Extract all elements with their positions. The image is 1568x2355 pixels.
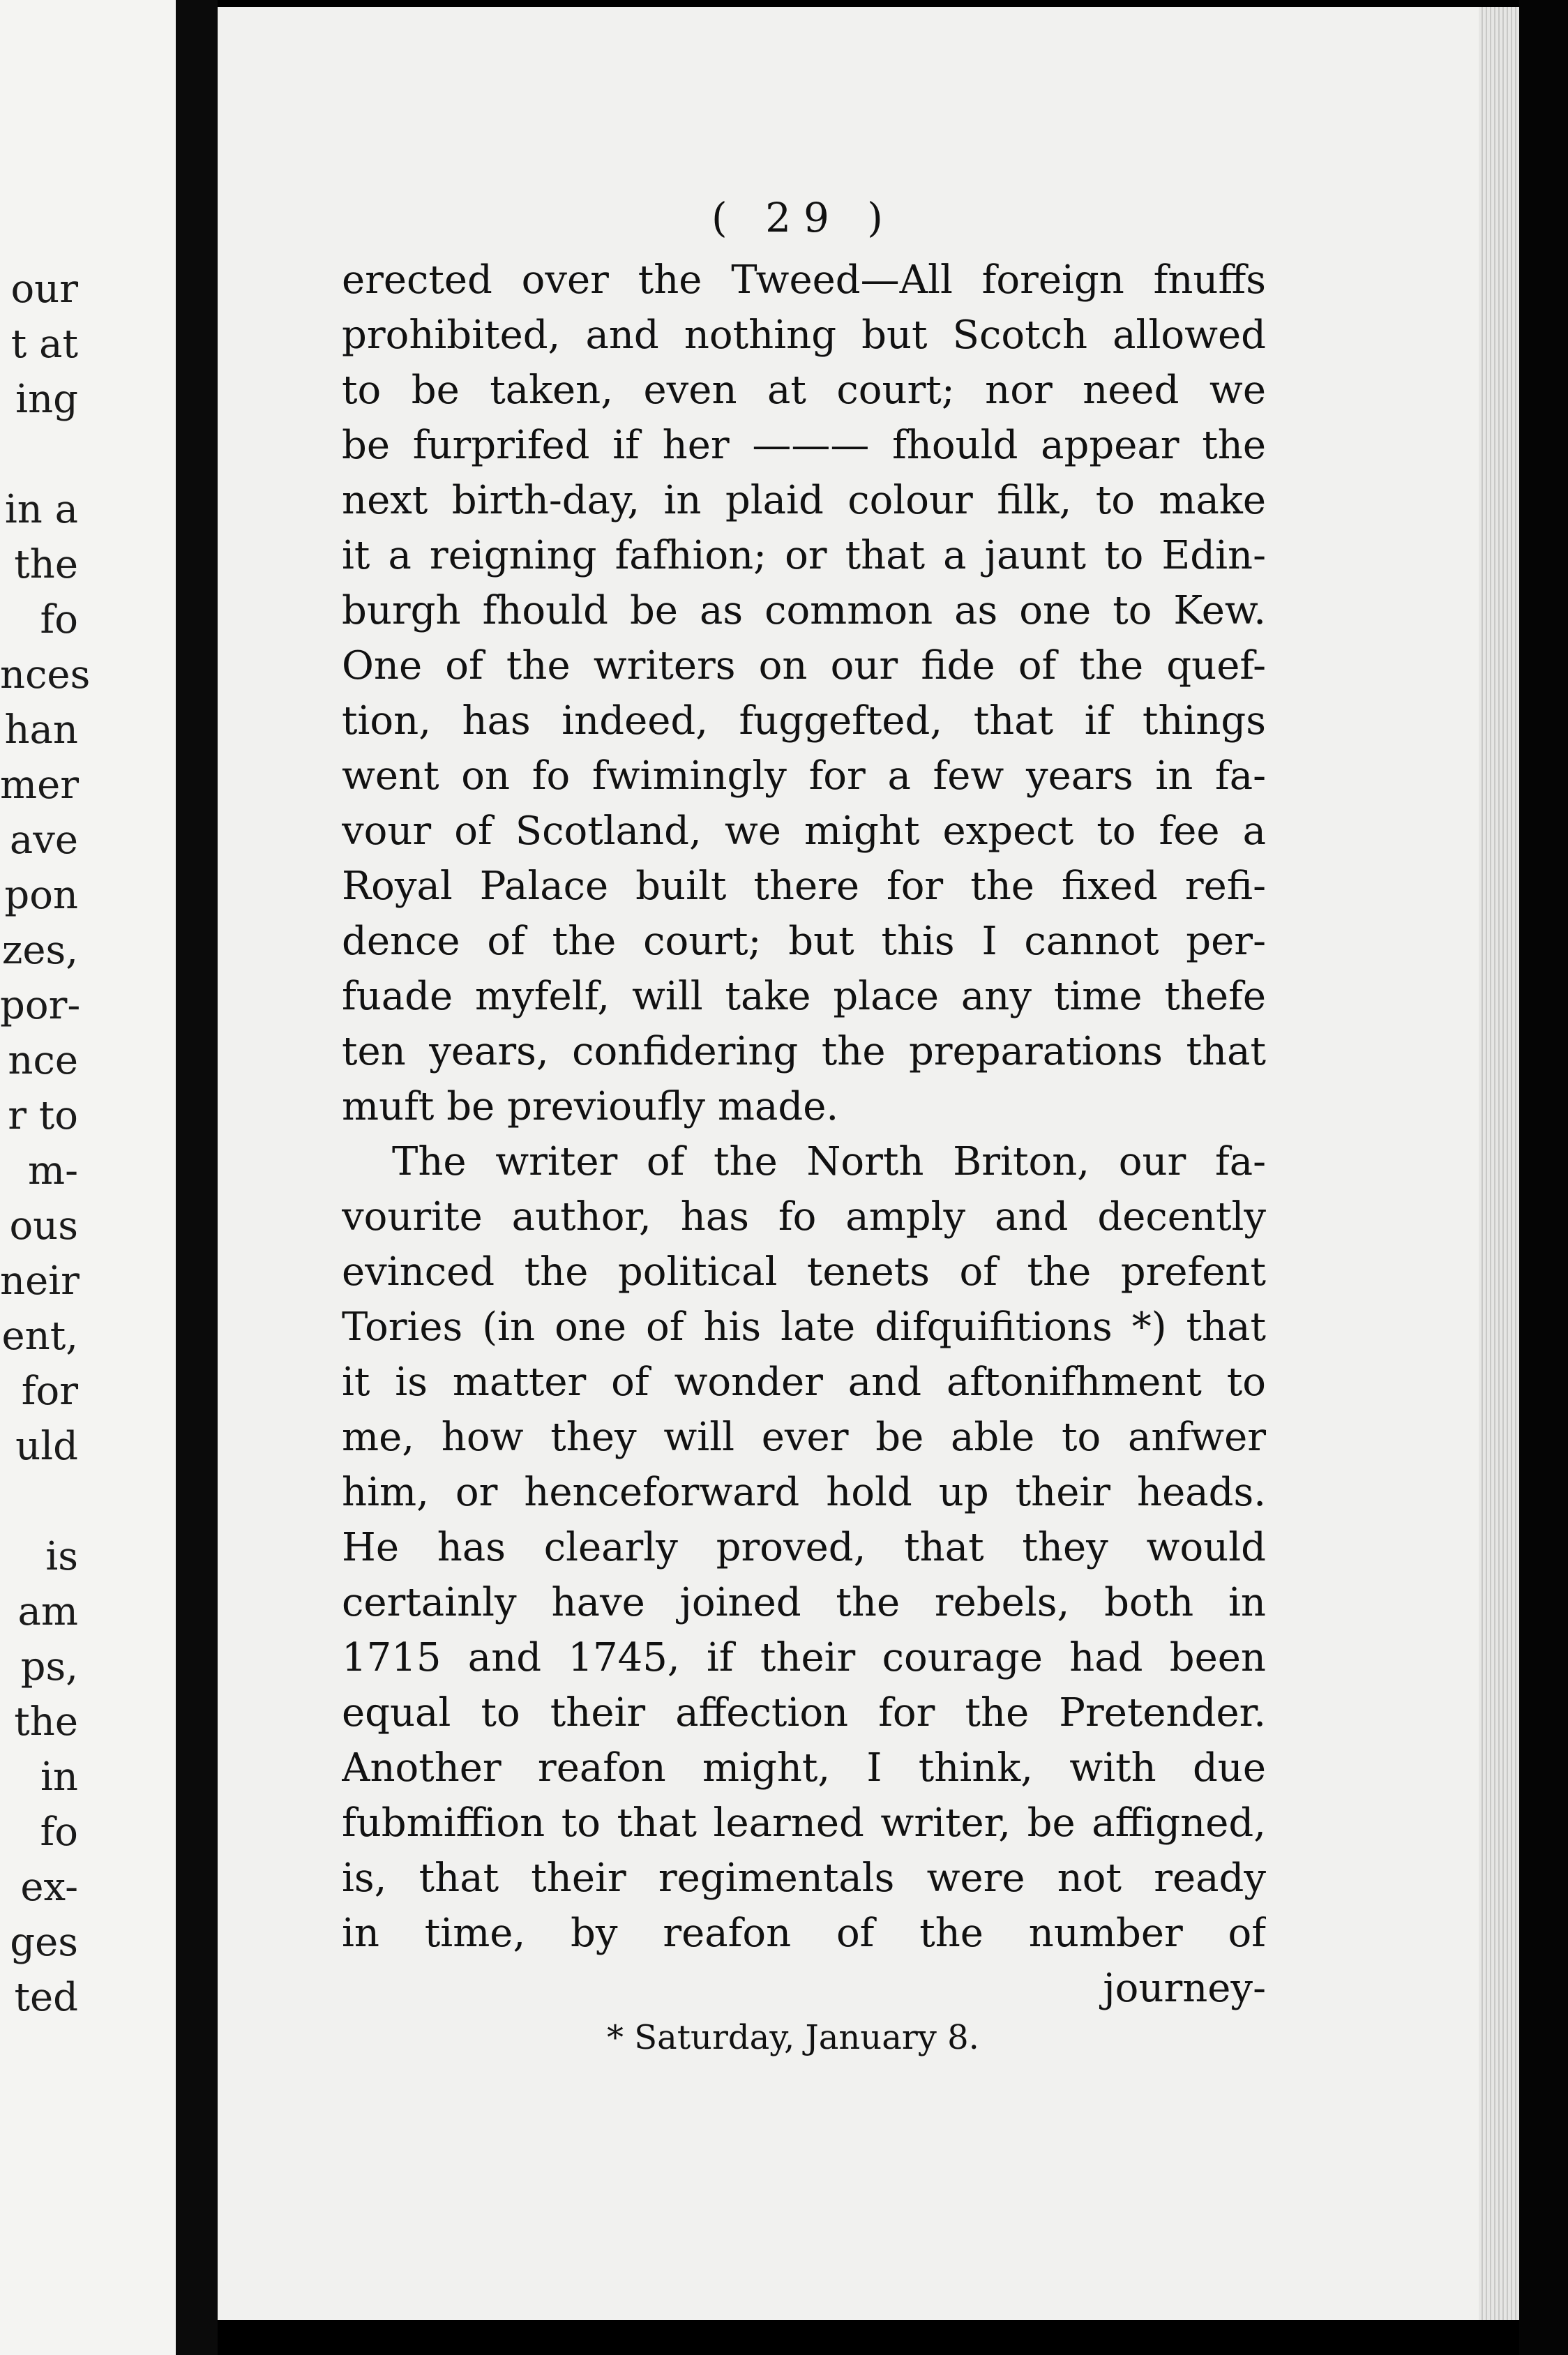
text-line: erected over the Tweed—All foreign fnuffs xyxy=(342,257,1266,303)
page-number: ( 29 ) xyxy=(711,194,896,241)
text-line: vour of Scotland, we might expect to fee a xyxy=(342,808,1266,854)
text-line: dence of the court; but this I cannot per- xyxy=(342,919,1266,964)
left-line: r to xyxy=(8,1093,78,1138)
left-line: zes, xyxy=(1,928,78,973)
left-line: uld xyxy=(15,1424,78,1469)
text-line: fubmiffion to that learned writer, be affigned, xyxy=(342,1800,1266,1846)
left-line: ex- xyxy=(20,1865,78,1910)
text-line: it a reigning fafhion; or that a jaunt to Edin- xyxy=(342,533,1266,578)
text-line: in time, by reafon of the number of xyxy=(342,1911,1266,1956)
text-line: vourite author, has fo amply and decently xyxy=(342,1194,1266,1240)
left-line: nce xyxy=(8,1038,78,1083)
text-line: One of the writers on our fide of the quef- xyxy=(342,643,1266,689)
text-line: Tories (in one of his late difquifitions *) that xyxy=(342,1304,1266,1350)
text-line: He has clearly proved, that they would xyxy=(342,1525,1266,1570)
text-line: evinced the political tenets of the prefent xyxy=(342,1249,1266,1295)
text-line: Another reafon might, I think, with due xyxy=(342,1745,1266,1791)
left-line: ted xyxy=(14,1975,78,2020)
catchword: journey- xyxy=(1103,1966,1266,2011)
left-line: t at xyxy=(10,322,78,367)
body-text xyxy=(342,253,1266,2016)
text-line: next birth-day, in plaid colour filk, to make xyxy=(342,478,1266,523)
text-line: 1715 and 1745, if their courage had been xyxy=(342,1635,1266,1680)
text-line: me, how they will ever be able to anfwer xyxy=(342,1415,1266,1460)
left-line: ing xyxy=(15,377,78,422)
text-line: prohibited, and nothing but Scotch allowed xyxy=(342,313,1266,358)
text-line: certainly have joined the rebels, both in xyxy=(342,1580,1266,1625)
footnote: * Saturday, January 8. xyxy=(607,2018,979,2057)
left-line: ave xyxy=(9,818,78,863)
left-line: ent, xyxy=(1,1314,78,1359)
text-line: equal to their affection for the Pretender. xyxy=(342,1690,1266,1736)
left-line: for xyxy=(21,1369,78,1414)
text-line: be furprifed if her ——— fhould appear the xyxy=(342,423,1266,468)
left-line xyxy=(0,427,78,482)
left-line: in xyxy=(40,1754,78,1800)
page-edges xyxy=(1479,7,1519,2320)
left-page-text xyxy=(0,262,91,2025)
left-line: neir xyxy=(0,1258,80,1304)
left-line: han xyxy=(4,707,78,753)
left-line: the xyxy=(14,542,78,587)
book-gutter xyxy=(176,0,218,2355)
text-line: to be taken, even at court; nor need we xyxy=(342,368,1266,413)
text-line: fuade myfelf, will take place any time thefe xyxy=(342,974,1266,1019)
left-line: nces xyxy=(0,652,91,698)
text-line: ten years, confidering the preparations that xyxy=(342,1029,1266,1074)
left-line: fo xyxy=(40,1809,78,1855)
text-line: tion, has indeed, fuggefted, that if things xyxy=(342,698,1266,744)
left-line: pon xyxy=(4,873,78,918)
left-line: m- xyxy=(27,1148,78,1194)
left-line: is xyxy=(45,1534,78,1579)
left-line: ps, xyxy=(20,1644,78,1690)
left-line: our xyxy=(10,266,78,312)
left-line: in a xyxy=(4,487,78,532)
text-line: him, or henceforward hold up their heads. xyxy=(342,1470,1266,1515)
text-line: The writer of the North Briton, our fa- xyxy=(392,1139,1266,1184)
left-line: por- xyxy=(0,983,81,1028)
left-line: mer xyxy=(0,762,80,808)
left-line: am xyxy=(17,1589,78,1634)
left-line: the xyxy=(14,1699,78,1745)
text-line: muft be previoufly made. xyxy=(342,1084,839,1129)
text-line: burgh fhould be as common as one to Kew. xyxy=(342,588,1266,633)
left-line xyxy=(0,1474,78,1529)
scan-border xyxy=(1519,0,1568,2355)
text-line: it is matter of wonder and aftonifhment to xyxy=(342,1360,1266,1405)
left-line: ges xyxy=(10,1920,78,1965)
text-line: went on fo fwimingly for a few years in fa- xyxy=(342,753,1266,799)
text-line: Royal Palace built there for the fixed refi- xyxy=(342,864,1266,909)
left-line: fo xyxy=(40,597,78,642)
left-page xyxy=(0,0,176,2355)
left-line: ous xyxy=(9,1203,78,1249)
text-line: is, that their regimentals were not ready xyxy=(342,1856,1266,1901)
